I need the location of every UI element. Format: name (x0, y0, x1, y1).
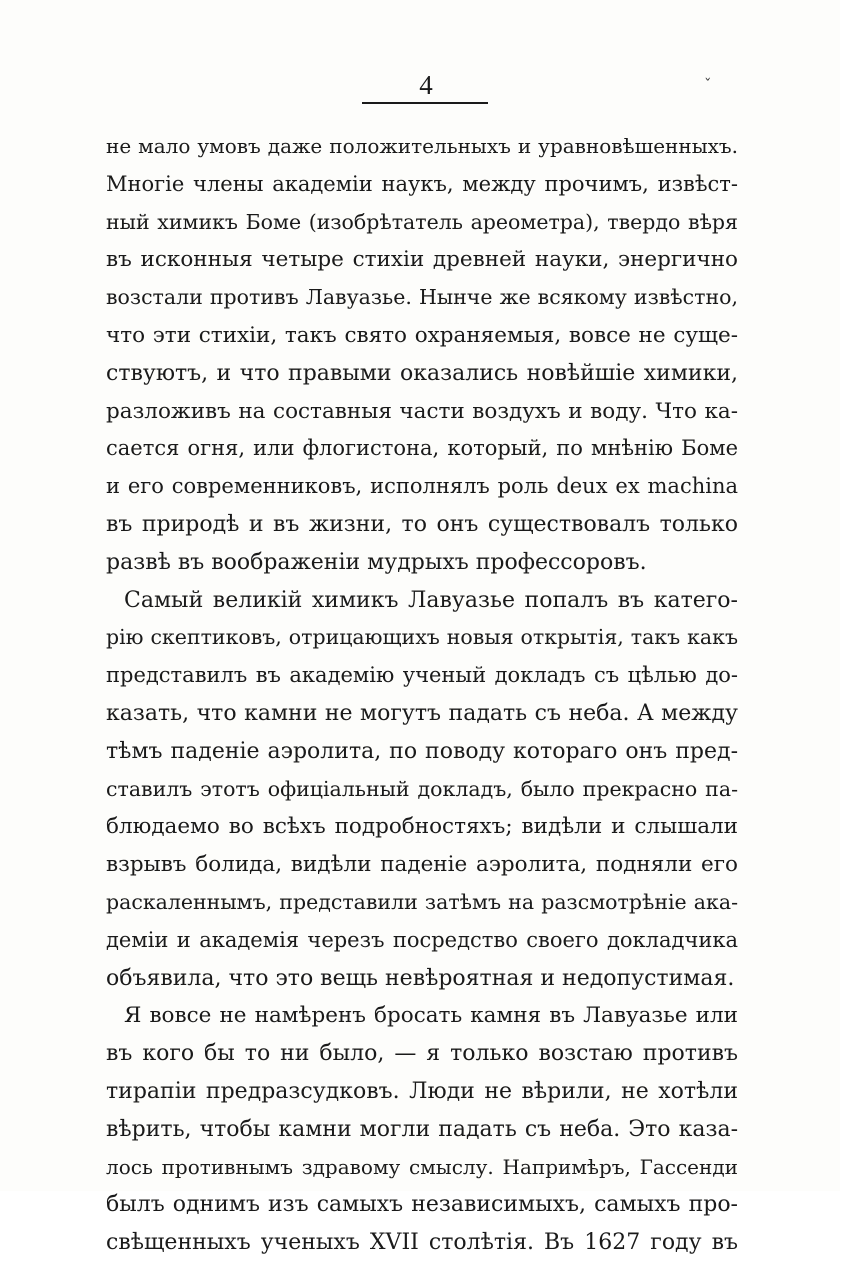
text-line: тѣмъ паденіе аэролита, по поводу котораго онъ пред- (106, 738, 738, 764)
text-line: объявила, что это вещь невѣроятная и недопустимая. (106, 965, 735, 991)
text-line: деміи и академія черезъ посредство своего докладчика (106, 927, 738, 952)
text-line: взрывъ болида, видѣли паденіе аэролита, подняли его (106, 852, 738, 878)
page-number: 4 (419, 70, 433, 100)
text-line: ставилъ этотъ офиціальный докладъ, было прекрасно па- (106, 776, 738, 801)
text-line: Многіе члены академіи наукъ, между прочимъ, извѣст- (106, 171, 738, 196)
text-line: разложивъ на составныя части воздухъ и воду. Что ка- (106, 398, 738, 424)
text-line: блюдаемо во всѣхъ подробностяхъ; видѣли и слышали (106, 814, 738, 840)
text-line: рію скептиковъ, отрицающихъ новыя открытія, такъ какъ (106, 625, 738, 650)
text-line: въ природѣ и въ жизни, то онъ существовалъ только (106, 511, 738, 537)
header-rule (362, 102, 488, 104)
text-line: въ исконныя четыре стихіи древней науки, энергично (106, 247, 738, 273)
pencil-mark: ˯ (704, 63, 712, 81)
text-line: лось противнымъ здравому смыслу. Напримѣръ, Гассенди (106, 1154, 738, 1179)
body-text (106, 128, 738, 1262)
text-line: Самый великій химикъ Лавуазье попалъ въ катего- (124, 587, 738, 613)
text-line: ный химикъ Боме (изобрѣтатель ареометра), твердо вѣря (106, 209, 738, 234)
text-line: раскаленнымъ, представили затѣмъ на разсмотрѣніе ака- (106, 889, 738, 914)
text-line: Я вовсе не намѣренъ бросать камня въ Лавуазье или (124, 1003, 738, 1029)
text-line: свѣщенныхъ ученыхъ XVII столѣтія. Въ 1627 году въ (106, 1230, 738, 1256)
text-line: и его современниковъ, исполнялъ роль deux ex machina (106, 474, 738, 499)
text-line: былъ однимъ изъ самыхъ независимыхъ, самыхъ про- (106, 1192, 738, 1218)
text-line: казать, что камни не могутъ падать съ неба. А между (106, 700, 738, 726)
text-line: что эти стихіи, такъ свято охраняемыя, вовсе не суще- (106, 322, 738, 348)
text-line: не мало умовъ даже положительныхъ и уравновѣшенныхъ. (106, 134, 738, 158)
text-line: представилъ въ академію ученый докладъ съ цѣлью до- (106, 663, 738, 688)
text-line: въ кого бы то ни было, — я только возстаю противъ (106, 1041, 738, 1067)
text-line: возстали противъ Лавуазье. Нынче же всякому извѣстно, (106, 285, 738, 310)
text-line: сается огня, или флогистона, который, по мнѣнію Боме (106, 436, 738, 461)
text-line: ствуютъ, и что правыми оказались новѣйшіе химики, (106, 360, 738, 386)
text-line: вѣрить, чтобы камни могли падать съ неба. Это каза- (106, 1116, 738, 1142)
text-line: тирапіи предразсудковъ. Люди не вѣрили, не хотѣли (106, 1078, 738, 1104)
text-line: развѣ въ воображеніи мудрыхъ профессоровъ. (106, 549, 647, 575)
